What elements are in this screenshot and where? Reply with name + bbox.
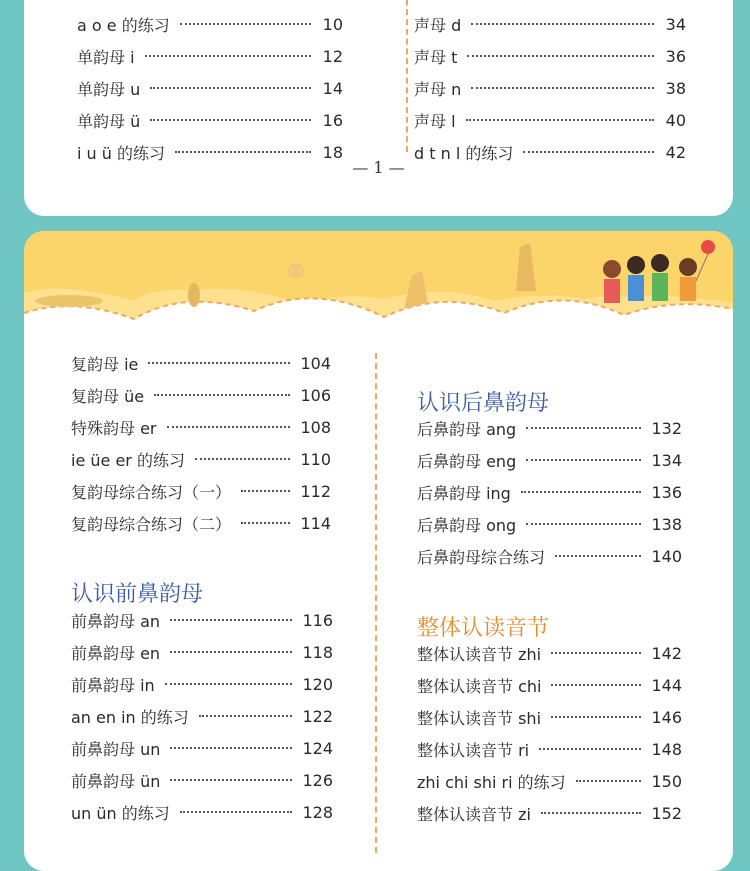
- toc-entry-title: d t n l 的练习: [414, 143, 514, 163]
- toc-entry: [417, 769, 682, 793]
- dot-leader: [180, 811, 293, 813]
- dot-leader: [170, 619, 292, 621]
- toc-entry-title: 整体认读音节 shi: [417, 708, 542, 728]
- toc-entry: [417, 801, 682, 825]
- dot-leader: [199, 715, 293, 717]
- toc-entry-page: 38: [665, 78, 686, 98]
- toc-entry-title: ie üe er 的练习: [71, 450, 185, 470]
- dot-leader: [526, 523, 641, 525]
- dot-leader: [467, 55, 654, 57]
- toc-entry-page: 132: [651, 418, 682, 438]
- dot-leader: [180, 23, 311, 25]
- toc-entry-title: 后鼻韵母综合练习: [417, 547, 546, 567]
- dot-leader: [471, 23, 654, 25]
- toc-entry-page: 146: [651, 707, 682, 727]
- dot-leader: [526, 459, 641, 461]
- toc-entry-page: 116: [302, 610, 333, 630]
- dot-leader: [165, 683, 293, 685]
- dot-leader: [170, 747, 292, 749]
- dot-leader: [526, 427, 641, 429]
- toc-entry-page: 40: [665, 110, 686, 130]
- toc-entry-page: 110: [300, 449, 331, 469]
- dot-leader: [541, 812, 642, 814]
- toc-entry-page: 118: [302, 642, 333, 662]
- toc-entry: [71, 672, 333, 696]
- toc-entry: [71, 704, 333, 728]
- toc-entry-page: 112: [300, 481, 331, 501]
- toc-entry-page: 14: [322, 78, 343, 98]
- toc-entry: [71, 640, 333, 664]
- toc-entry-title: 声母 l: [414, 111, 456, 131]
- toc-entry-page: 120: [302, 674, 333, 694]
- toc-entry-title: 后鼻韵母 ing: [417, 483, 511, 503]
- toc-entry: [71, 736, 333, 760]
- toc-entry-page: 106: [300, 385, 331, 405]
- toc-entry-page: 144: [651, 675, 682, 695]
- toc-entry-page: 104: [300, 353, 331, 373]
- toc-entry-title: 整体认读音节 zi: [417, 804, 531, 824]
- toc-entry: [71, 511, 331, 535]
- dot-leader: [170, 779, 292, 781]
- banner-illustration: [24, 231, 733, 341]
- toc-entry-title: 单韵母 ü: [77, 111, 141, 131]
- toc-entry-title: 复韵母综合练习（二）: [71, 514, 232, 534]
- dot-leader: [195, 458, 290, 460]
- toc-entry: [77, 44, 343, 68]
- toc-entry: [417, 448, 682, 472]
- toc-entry-page: 138: [651, 514, 682, 534]
- dot-leader: [539, 748, 641, 750]
- toc-entry-title: 声母 n: [414, 79, 462, 99]
- toc-entry-page: 16: [322, 110, 343, 130]
- page-number: — 1 —: [352, 158, 405, 177]
- dot-leader: [241, 522, 290, 524]
- dot-leader: [555, 555, 641, 557]
- toc-entry-title: 前鼻韵母 in: [71, 675, 155, 695]
- toc-page-top: [24, 0, 733, 216]
- toc-entry-title: 前鼻韵母 an: [71, 611, 161, 631]
- toc-entry: [71, 479, 331, 503]
- toc-entry: [417, 512, 682, 536]
- section-title-front-nasal: 认识前鼻韵母: [71, 582, 204, 607]
- toc-entry: [417, 737, 682, 761]
- toc-page-bottom: [24, 231, 733, 871]
- dot-leader: [471, 87, 654, 89]
- column-divider: [406, 0, 408, 152]
- dot-leader: [551, 684, 641, 686]
- toc-entry-title: 整体认读音节 zhi: [417, 644, 542, 664]
- toc-entry-title: 后鼻韵母 ong: [417, 515, 517, 535]
- dot-leader: [241, 490, 290, 492]
- toc-entry: [414, 108, 686, 132]
- toc-entry: [71, 800, 333, 824]
- toc-entry-title: un ün 的练习: [71, 803, 170, 823]
- section-title-whole-syllable: 整体认读音节: [417, 616, 550, 641]
- toc-entry-page: 134: [651, 450, 682, 470]
- toc-entry-page: 142: [651, 643, 682, 663]
- toc-entry-title: 声母 t: [414, 47, 458, 67]
- toc-entry-title: 前鼻韵母 en: [71, 643, 161, 663]
- dot-leader: [551, 716, 641, 718]
- section-title-back-nasal: 认识后鼻韵母: [417, 391, 550, 416]
- toc-entry: [71, 608, 333, 632]
- crocodile-icon: [35, 295, 103, 307]
- toc-entry-title: 单韵母 u: [77, 79, 141, 99]
- toc-entry-page: 128: [302, 802, 333, 822]
- toc-entry-page: 114: [300, 513, 331, 533]
- toc-entry-page: 148: [651, 739, 682, 759]
- dot-leader: [145, 55, 311, 57]
- toc-entry: [417, 544, 682, 568]
- toc-entry-title: 声母 d: [414, 15, 462, 35]
- toc-entry-title: an en in 的练习: [71, 707, 189, 727]
- dot-leader: [154, 394, 290, 396]
- toc-entry: [71, 768, 333, 792]
- dot-leader: [170, 651, 292, 653]
- toc-entry: [414, 76, 686, 100]
- toc-entry-title: 整体认读音节 ri: [417, 740, 530, 760]
- penguin-icon: [188, 283, 200, 307]
- toc-entry-page: 136: [651, 482, 682, 502]
- toc-entry-page: 126: [302, 770, 333, 790]
- toc-entry-title: 复韵母 ie: [71, 354, 139, 374]
- toc-entry: [77, 12, 343, 36]
- toc-entry-title: zhi chi shi ri 的练习: [417, 772, 566, 792]
- dot-leader: [521, 491, 642, 493]
- dot-leader: [150, 119, 311, 121]
- toc-entry-page: 34: [665, 14, 686, 34]
- toc-entry: [71, 447, 331, 471]
- toc-entry-page: 10: [322, 14, 343, 34]
- toc-entry: [414, 12, 686, 36]
- toc-entry: [71, 383, 331, 407]
- toc-entry-title: 后鼻韵母 eng: [417, 451, 517, 471]
- toc-entry-title: 复韵母综合练习（一）: [71, 482, 232, 502]
- toc-entry: [71, 415, 331, 439]
- column-divider: [375, 353, 377, 853]
- toc-entry: [71, 351, 331, 375]
- toc-entry: [417, 480, 682, 504]
- dot-leader: [576, 780, 642, 782]
- toc-entry-title: 前鼻韵母 ün: [71, 771, 161, 791]
- dot-leader: [551, 652, 641, 654]
- toc-entry-title: a o e 的练习: [77, 15, 170, 35]
- toc-entry-title: 后鼻韵母 ang: [417, 419, 517, 439]
- toc-entry-page: 36: [665, 46, 686, 66]
- toc-entry-page: 124: [302, 738, 333, 758]
- toc-entry: [77, 76, 343, 100]
- dot-leader: [523, 151, 654, 153]
- dot-leader: [150, 87, 311, 89]
- toc-entry-title: 前鼻韵母 un: [71, 739, 161, 759]
- rabbit-icon: [288, 263, 304, 279]
- toc-entry-title: 特殊韵母 er: [71, 418, 157, 438]
- toc-entry-title: 单韵母 i: [77, 47, 135, 67]
- toc-entry: [417, 641, 682, 665]
- dot-leader: [148, 362, 290, 364]
- toc-entry-title: 复韵母 üe: [71, 386, 145, 406]
- toc-entry-title: 整体认读音节 chi: [417, 676, 542, 696]
- toc-entry: [417, 673, 682, 697]
- toc-entry-page: 42: [665, 142, 686, 162]
- toc-entry-page: 122: [302, 706, 333, 726]
- toc-entry: [417, 705, 682, 729]
- toc-entry-title: i u ü 的练习: [77, 143, 165, 163]
- toc-entry-page: 108: [300, 417, 331, 437]
- toc-entry-page: 12: [322, 46, 343, 66]
- toc-entry: [417, 416, 682, 440]
- toc-entry: [77, 108, 343, 132]
- dot-leader: [466, 119, 654, 121]
- toc-entry-page: 152: [651, 803, 682, 823]
- dot-leader: [175, 151, 311, 153]
- toc-entry-page: 140: [651, 546, 682, 566]
- toc-entry: [414, 44, 686, 68]
- toc-entry-page: 150: [651, 771, 682, 791]
- dot-leader: [167, 426, 291, 428]
- toc-entry-page: 18: [322, 142, 343, 162]
